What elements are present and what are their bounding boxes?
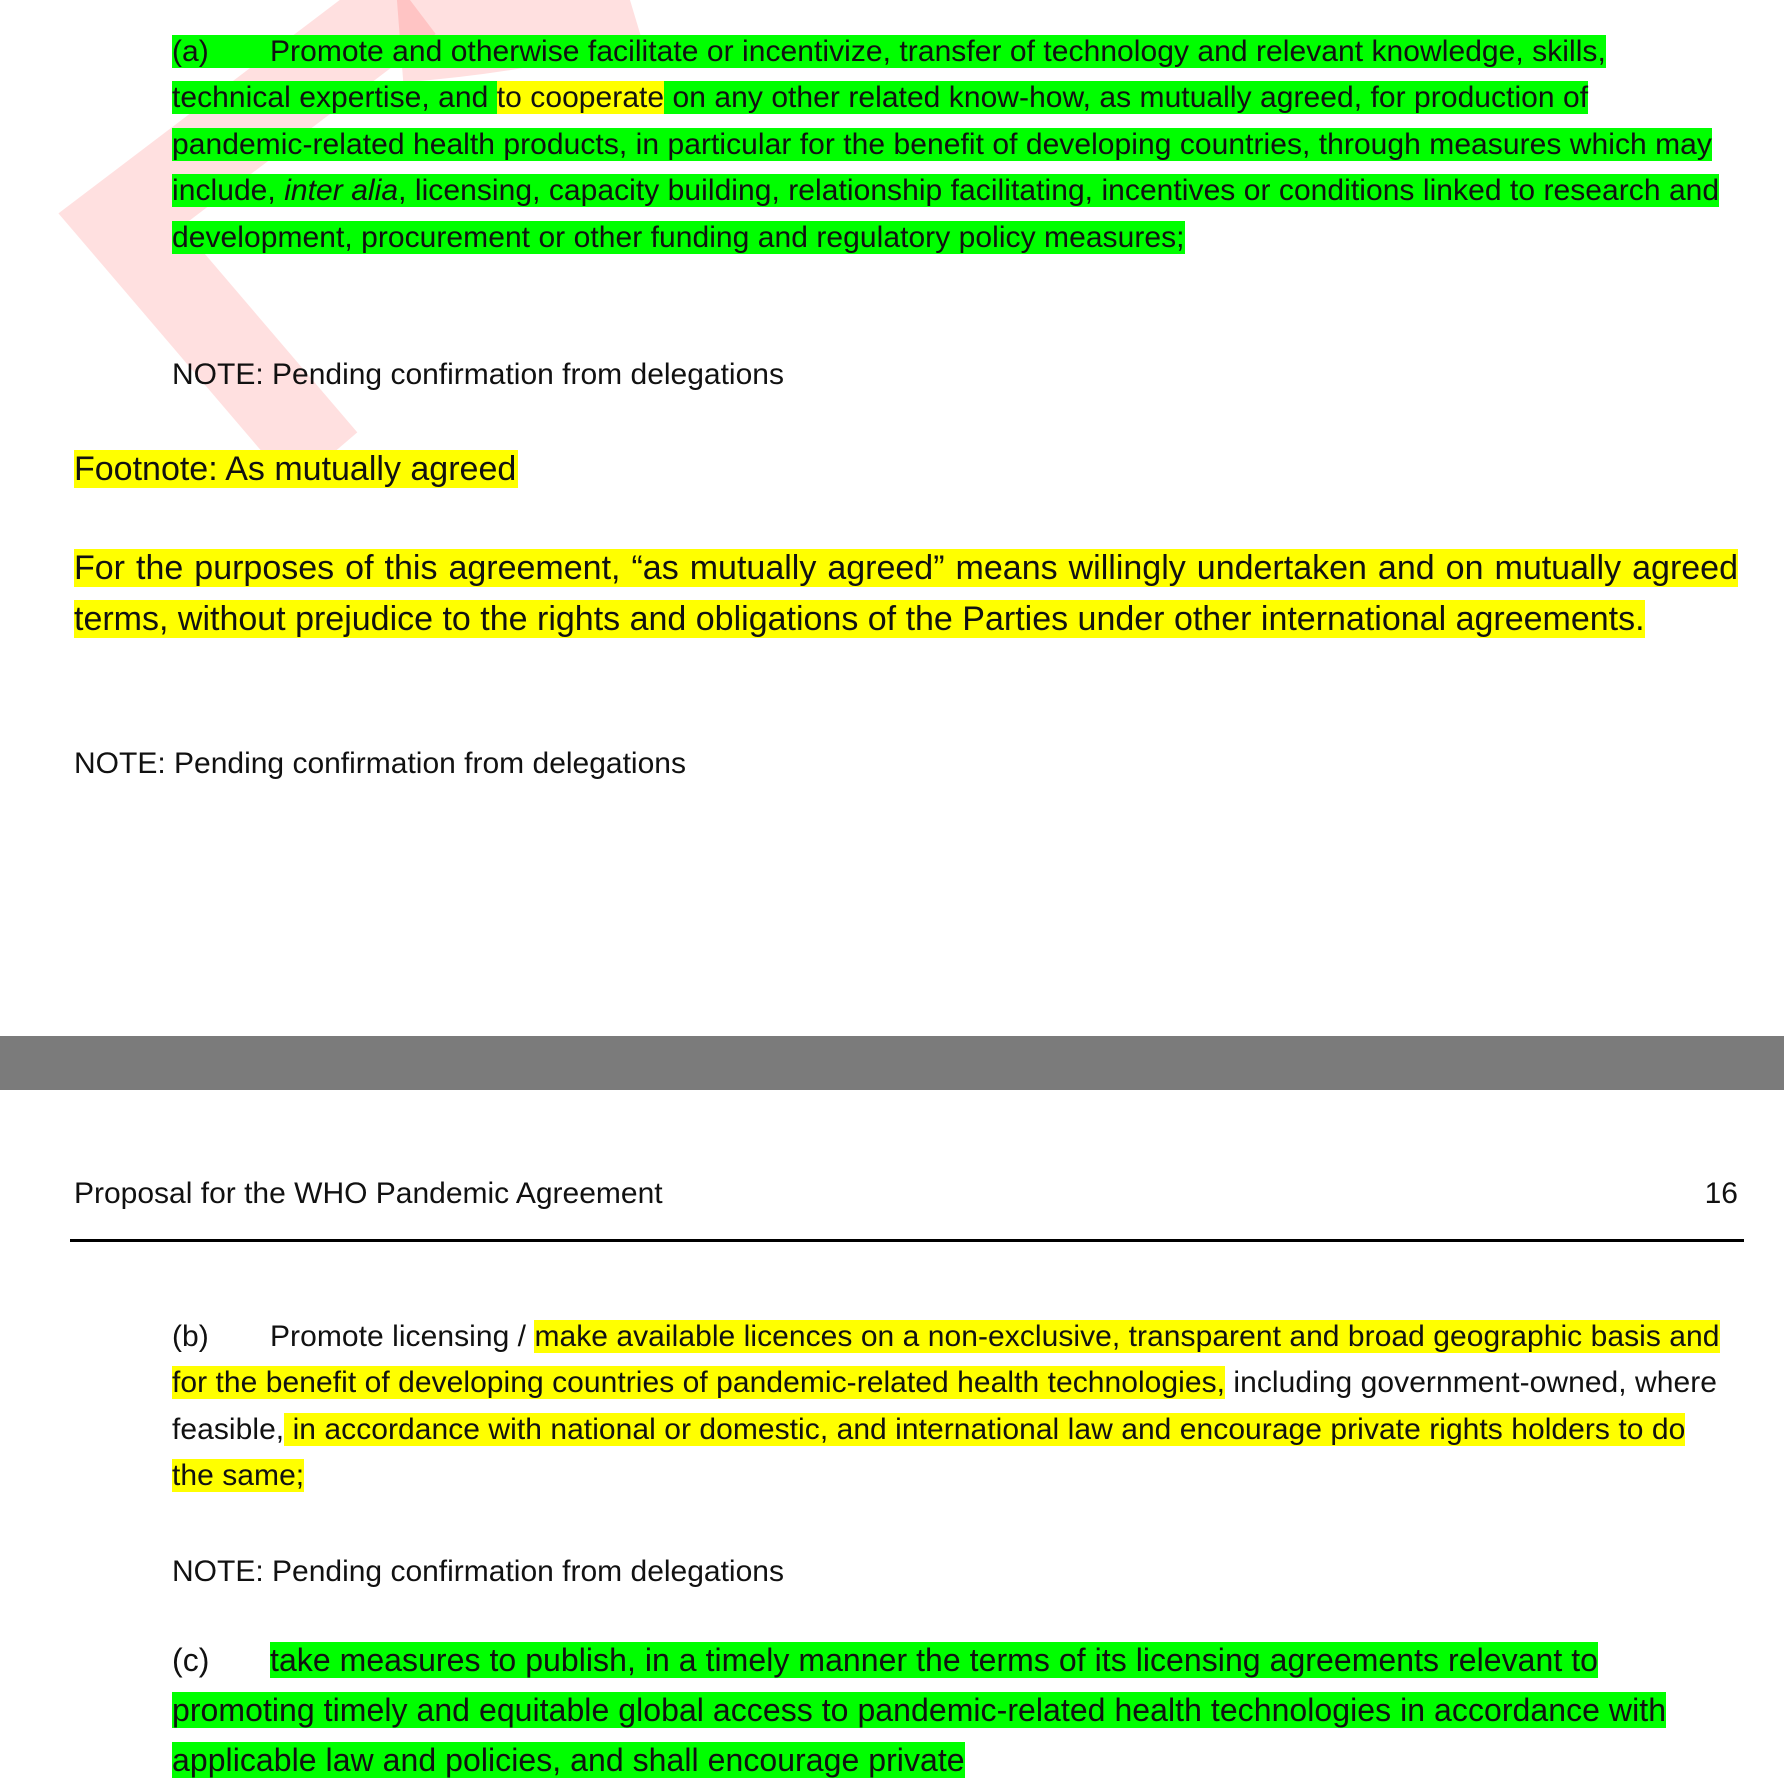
- item-b-text-part1: Promote licensing /: [270, 1320, 535, 1353]
- item-a-paragraph: [172, 29, 1732, 261]
- footnote-heading: [74, 443, 518, 495]
- note-item-a: NOTE: Pending confirmation from delegations: [172, 358, 784, 391]
- item-b-text-part3: including government-owned, where feasible,: [172, 1366, 1718, 1446]
- item-a-text-cooperate: to cooperate: [496, 81, 665, 115]
- footnote-text: Footnote: As mutually agreed: [74, 450, 517, 488]
- document-page-bottom: [0, 1090, 1784, 1778]
- definition-text: For the purposes of this agreement, “as mutually agreed” means willingly undertaken and on mutually agreed terms, without prejudice to the rights and obligations of the Parties under other international agreements.: [74, 549, 1738, 638]
- item-b-text-part4: in accordance with national or domestic, and international law and encourage private rights holders to do the same;: [172, 1412, 1686, 1493]
- item-a-text-part2: on any other related know-how, as mutually agreed, for production of pandemic-related health products, in particular for the benefit of developing countries, through measures which may include,: [172, 81, 1712, 208]
- item-a-text-part3: , licensing, capacity building, relationship facilitating, incentives or conditions linked to research and development, procurement or other funding and regulatory policy measures;: [172, 174, 1720, 254]
- item-c-label: (c): [172, 1642, 210, 1678]
- note-item-b: NOTE: Pending confirmation from delegations: [172, 1555, 784, 1588]
- item-a-text-part1: Promote and otherwise facilitate or incentivize, transfer of technology and relevant knowledge, skills, technical expertise, and: [172, 35, 1606, 115]
- item-c-text: take measures to publish, in a timely manner the terms of its licensing agreements relevant to promoting timely and equitable global access to pandemic-related health technologies in accordance with applicable law and policies, and shall encourage private: [172, 1642, 1667, 1778]
- item-a-text-italic: inter alia: [284, 174, 399, 208]
- item-b-text-part2: make available licences on a non-exclusive, transparent and broad geographic basis and for the benefit of developing countries of pandemic-related health technologies,: [172, 1320, 1720, 1400]
- item-b-paragraph: [172, 1314, 1732, 1500]
- page-header-title: Proposal for the WHO Pandemic Agreement: [74, 1177, 663, 1210]
- item-b-label: (b): [172, 1320, 209, 1353]
- note-definition: NOTE: Pending confirmation from delegations: [74, 747, 686, 780]
- item-a-label: (a): [172, 35, 270, 68]
- header-rule: [70, 1239, 1744, 1242]
- page-number: 16: [1704, 1177, 1738, 1210]
- page-separator: [0, 1036, 1784, 1090]
- definition-paragraph: [74, 543, 1738, 644]
- item-c-paragraph: [172, 1635, 1732, 1785]
